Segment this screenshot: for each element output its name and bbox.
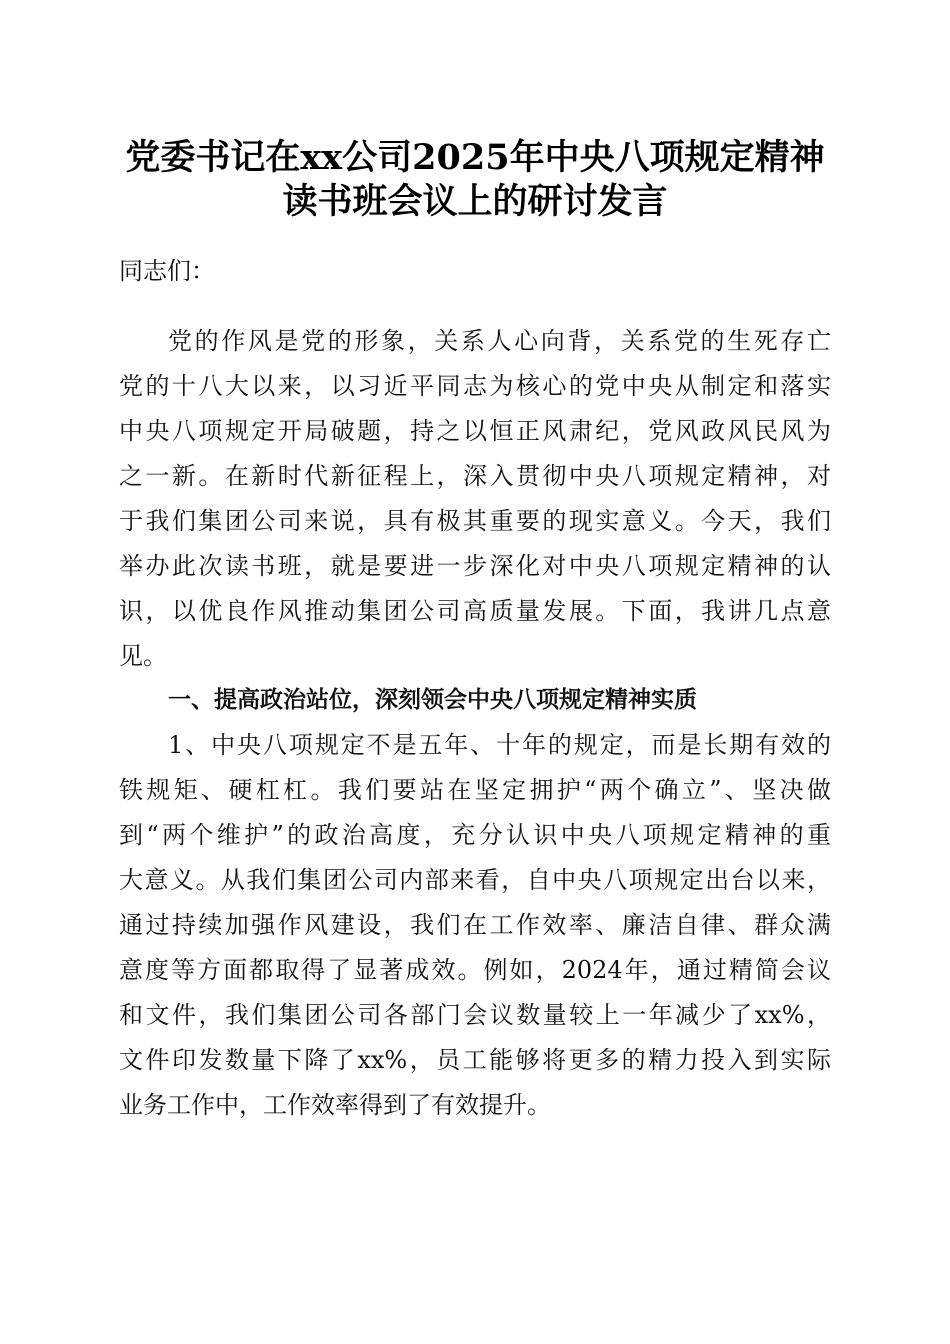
point-1-line: 通过持续加强作风建设，我们在工作效率、廉洁自律、群众满	[119, 911, 831, 939]
point-1-line: 和文件，我们集团公司各部门会议数量较上一年减少了xx%，	[119, 1001, 831, 1029]
section-heading: 一、提高政治站位，深刻领会中央八项规定精神实质	[168, 687, 697, 713]
point-1-line: 到“两个维护”的政治高度，充分认识中央八项规定精神的重	[119, 821, 831, 849]
intro-line: 党的作风是党的形象，关系人心向背，关系党的生死存亡	[168, 327, 831, 355]
point-1-line: 业务工作中，工作效率得到了有效提升。	[119, 1091, 551, 1119]
salutation: 同志们：	[119, 257, 215, 285]
document-title-line-1: 党委书记在xx公司2025年中央八项规定精神	[125, 137, 825, 178]
document-title-line-2: 读书班会议上的研讨发言	[282, 181, 668, 222]
point-1-line: 意度等方面都取得了显著成效。例如，2024年，通过精简会议	[119, 956, 831, 984]
intro-line: 举办此次读书班，就是要进一步深化对中央八项规定精神的认	[119, 552, 831, 580]
intro-line: 于我们集团公司来说，具有极其重要的现实意义。今天，我们	[119, 507, 831, 535]
intro-line: 中央八项规定开局破题，持之以恒正风肃纪，党风政风民风为	[119, 417, 831, 445]
intro-line: 见。	[119, 642, 167, 670]
point-1-line: 大意义。从我们集团公司内部来看，自中央八项规定出台以来，	[119, 866, 831, 894]
intro-line: 之一新。在新时代新征程上，深入贯彻中央八项规定精神，对	[119, 462, 831, 490]
intro-line: 党的十八大以来，以习近平同志为核心的党中央从制定和落实	[119, 372, 831, 400]
point-1-line: 1、中央八项规定不是五年、十年的规定，而是长期有效的	[168, 731, 831, 759]
intro-line: 识，以优良作风推动集团公司高质量发展。下面，我讲几点意	[119, 597, 831, 625]
point-1-line: 文件印发数量下降了xx%，员工能够将更多的精力投入到实际	[119, 1046, 831, 1074]
point-1-line: 铁规矩、硬杠杠。我们要站在坚定拥护“两个确立”、坚决做	[119, 776, 831, 804]
